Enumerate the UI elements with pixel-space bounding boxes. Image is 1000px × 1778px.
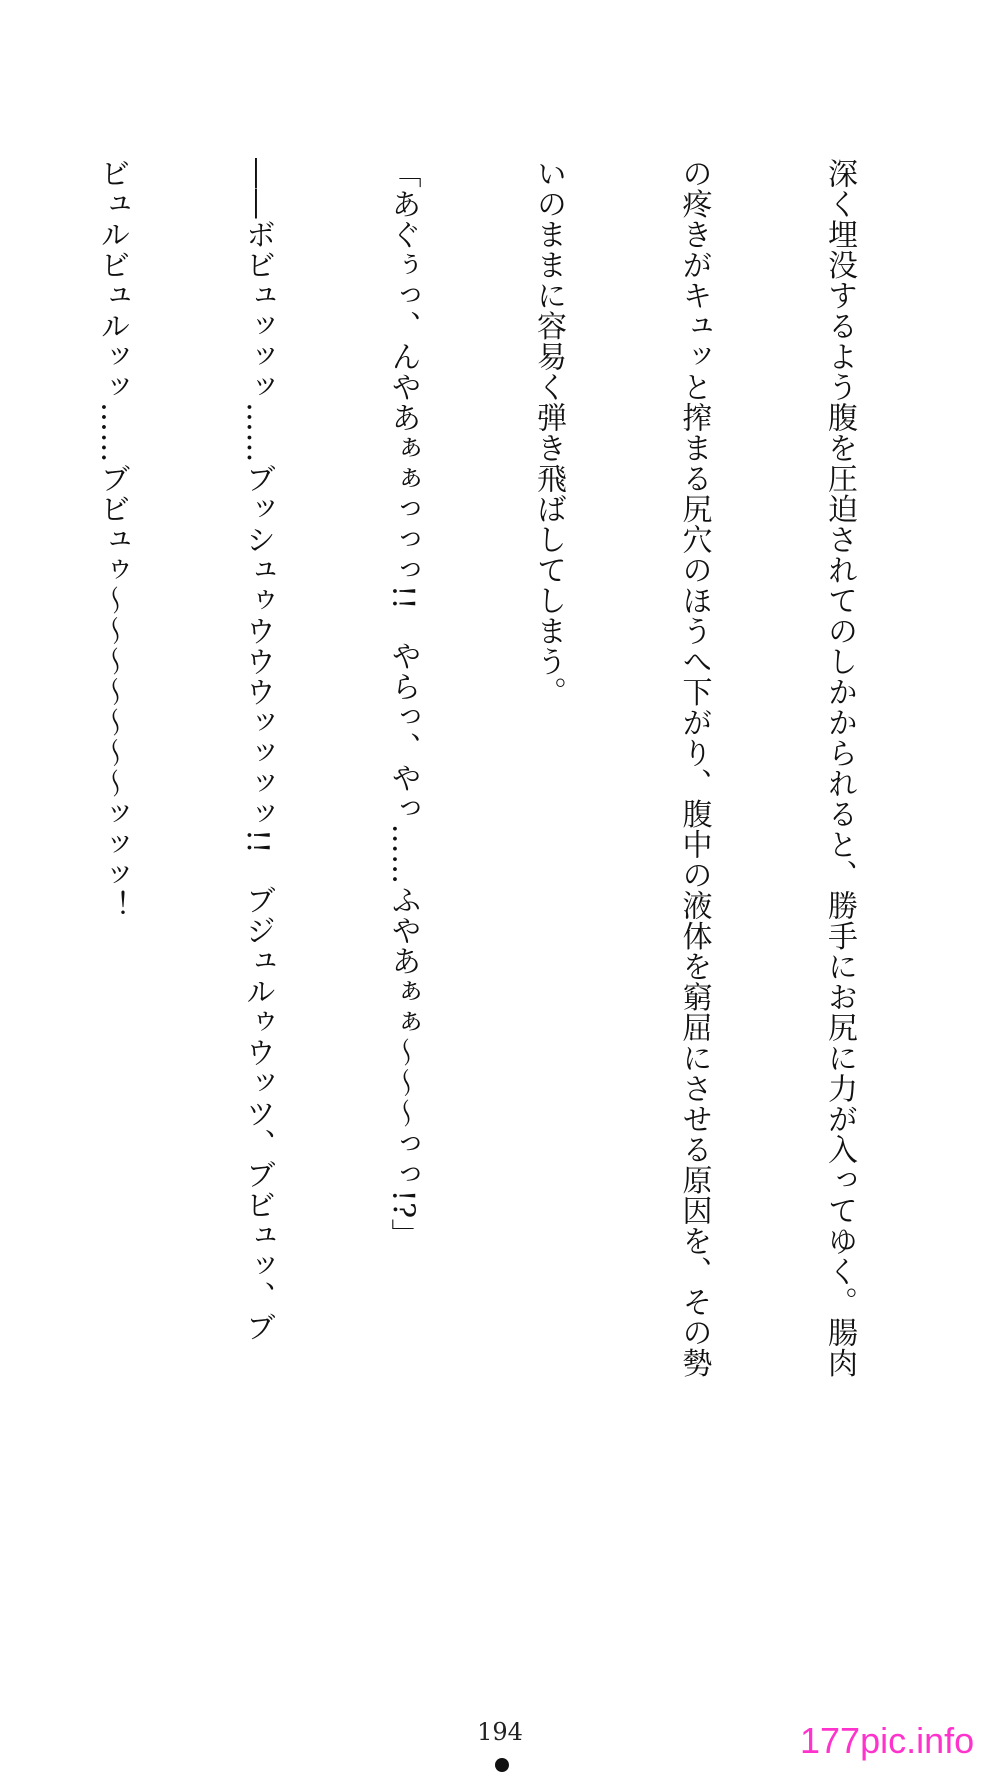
vertical-text-body — [40, 158, 960, 1448]
text-line: 深く埋没するよう腹を圧迫されてのしかかられると、勝手にお尻に力が入ってゆく。腸肉 — [822, 158, 857, 1378]
text-line: ――ボビュッッッ……ブッシュゥウウウッッッッ!! ブジュルゥウッツ、ブビュッ、ブ — [240, 158, 275, 1343]
text-line: 「あぐぅっ、んやあぁぁっっっ!! やらっ、やっ……ふやあぁぁ〜〜〜っっ!?」 — [385, 158, 421, 1250]
watermark-text: 177pic.info — [800, 1720, 975, 1761]
page-number: 194 — [477, 1718, 523, 1746]
page-marker-dot — [495, 1758, 509, 1772]
text-line: ビュルビュルッッ……ブビュゥ〜〜〜〜〜〜〜ッッッ！ — [94, 158, 130, 921]
text-line: の疼きがキュッと搾まる尻穴のほうへ下がり、腹中の液体を窮屈にさせる原因を、その勢 — [676, 158, 712, 1378]
text-line: いのままに容易く弾き飛ばしてしまう。 — [531, 158, 566, 707]
